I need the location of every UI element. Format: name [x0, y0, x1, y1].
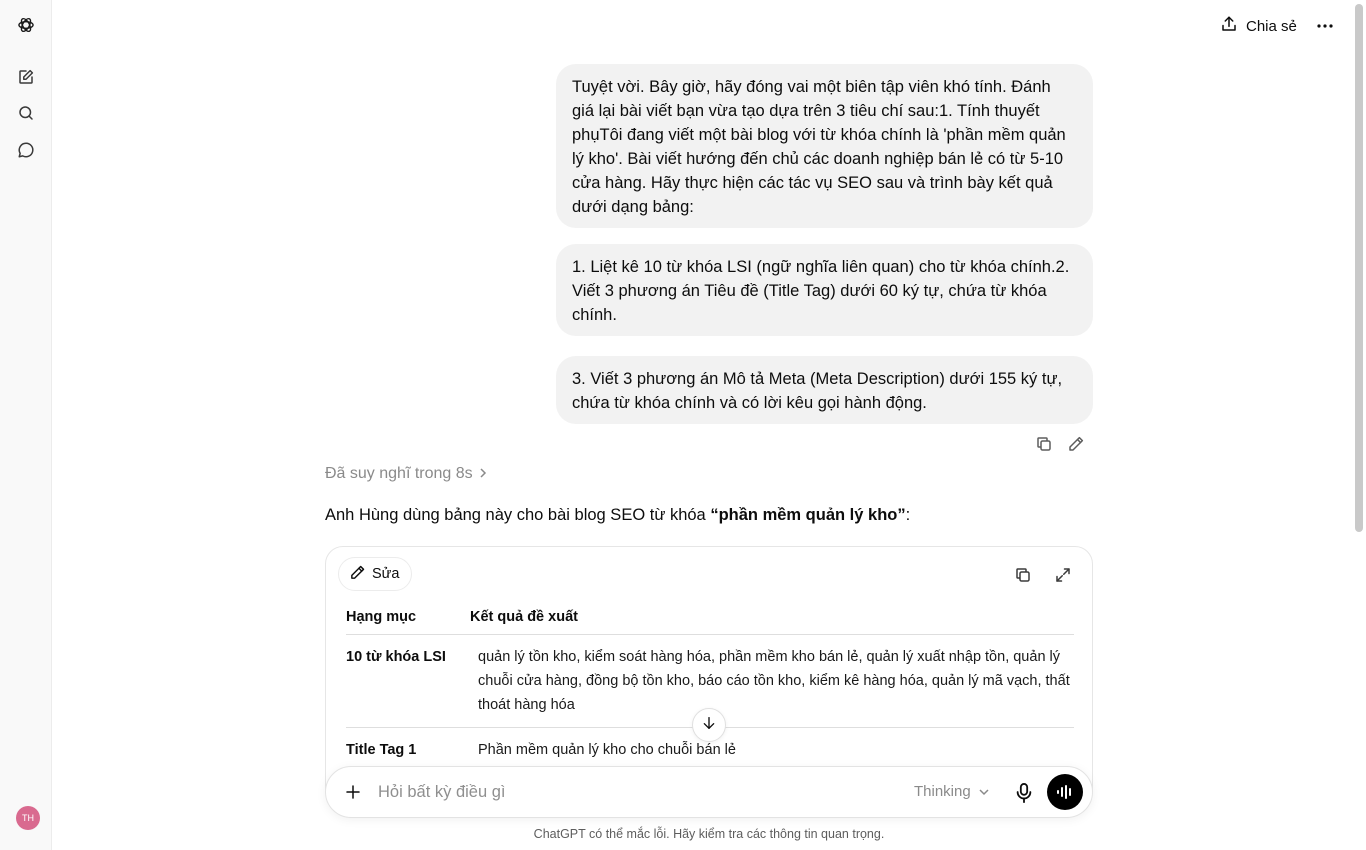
answer-intro-suffix: : — [905, 506, 911, 524]
waveform-icon — [1056, 784, 1074, 800]
arrow-down-icon — [701, 715, 717, 736]
chevron-down-icon — [979, 783, 989, 800]
answer-intro — [325, 506, 910, 525]
voice-mode-button[interactable] — [1047, 774, 1083, 810]
user-message: Tuyệt vời. Bây giờ, hãy đóng vai một biên tập viên khó tính. Đánh giá lại bài viết bạn vừa tạo dựa trên 3 tiêu chí sau:1. Tính thuyết phụTôi đang viết một bài blog với từ khóa chính là 'phần mềm quản lý kho'. Bài viết hướng đến chủ các doanh nghiệp bán lẻ có từ 5-10 cửa hàng. Hãy thực hiện các tác vụ SEO sau và trình bày kết quả dưới dạng bảng: — [556, 64, 1093, 228]
pencil-icon — [349, 564, 366, 585]
copy-icon[interactable] — [1034, 434, 1054, 454]
thought-label: Đã suy nghĩ trong 8s — [325, 465, 473, 482]
search-icon[interactable] — [16, 103, 36, 123]
answer-intro-text: Anh Hùng dùng bảng này cho bài blog SEO từ khóa — [325, 506, 711, 524]
plus-icon[interactable] — [342, 781, 364, 803]
scrollbar-thumb[interactable] — [1355, 4, 1363, 532]
chat-bubble-icon[interactable] — [16, 140, 36, 160]
share-button[interactable] — [1220, 14, 1297, 38]
user-message: 3. Viết 3 phương án Mô tả Meta (Meta Description) dưới 155 ký tự, chứa từ khóa chính và có lời kêu gọi hành động. — [556, 356, 1093, 424]
more-options-icon[interactable] — [1314, 16, 1336, 36]
share-label: Chia sẻ — [1246, 17, 1297, 35]
openai-logo-icon[interactable] — [16, 15, 36, 35]
thought-duration-toggle[interactable] — [325, 465, 487, 483]
mode-label: Thinking — [914, 783, 971, 800]
answer-keyword: “phần mềm quản lý kho” — [710, 506, 906, 524]
table-row-category: 10 từ khóa LSI — [346, 649, 446, 665]
share-icon — [1220, 15, 1238, 37]
new-chat-icon[interactable] — [16, 67, 36, 87]
table-header-category: Hạng mục — [346, 609, 417, 625]
table-divider — [346, 634, 1074, 635]
user-message: 1. Liệt kê 10 từ khóa LSI (ngữ nghĩa liên quan) cho từ khóa chính.2. Viết 3 phương án Tiêu đề (Title Tag) dưới 60 ký tự, chứa từ khóa chính. — [556, 244, 1093, 336]
model-mode-selector[interactable] — [914, 783, 989, 800]
edit-pencil-icon[interactable] — [1066, 434, 1086, 454]
table-header-result: Kết quả đề xuất — [470, 609, 578, 625]
disclaimer: ChatGPT có thể mắc lỗi. Hãy kiểm tra các thông tin quan trọng. — [533, 827, 885, 841]
expand-icon[interactable] — [1053, 565, 1073, 585]
edit-table-button[interactable] — [338, 557, 412, 591]
chevron-right-icon — [479, 465, 487, 483]
sidebar-rail — [0, 0, 52, 850]
scroll-to-bottom-button[interactable] — [692, 708, 726, 742]
table-row-result: quản lý tồn kho, kiểm soát hàng hóa, phần mềm kho bán lẻ, quản lý xuất nhập tồn, quản lý chuỗi cửa hàng, đồng bộ tồn kho, báo cáo tồn kho, kiểm kê hàng hóa, quản lý mã vạch, thất thoát hàng hóa — [478, 649, 1070, 713]
copy-table-icon[interactable] — [1013, 565, 1033, 585]
message-actions — [1034, 434, 1086, 454]
avatar[interactable]: TH — [16, 806, 40, 830]
composer — [325, 766, 1093, 818]
prompt-input[interactable] — [378, 779, 878, 805]
microphone-icon[interactable] — [1014, 782, 1034, 804]
table-row-result: Phần mềm quản lý kho cho chuỗi bán lẻ — [478, 742, 736, 758]
table-row-category: Title Tag 1 — [346, 742, 417, 758]
edit-label: Sửa — [372, 566, 400, 582]
